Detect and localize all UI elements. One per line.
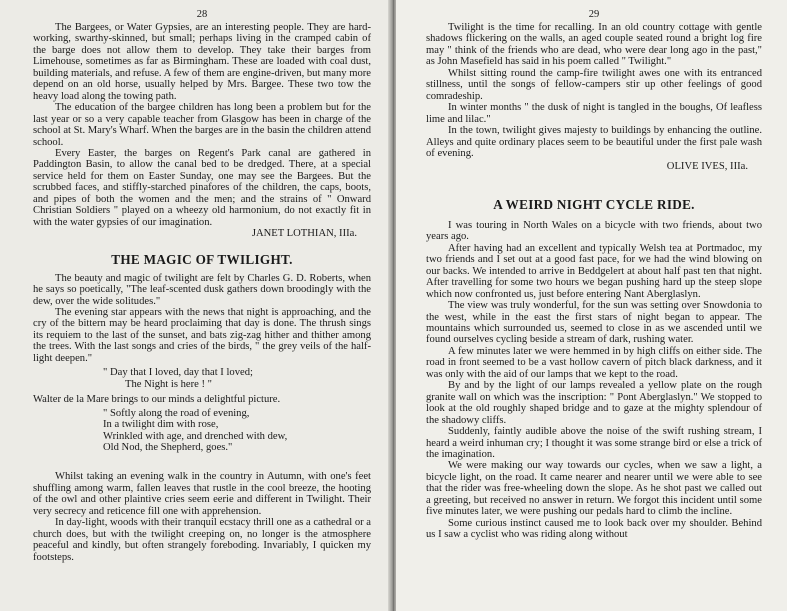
left-page xyxy=(0,0,391,611)
right-page xyxy=(396,0,787,611)
author-signature: OLIVE IVES, IIIa. xyxy=(666,161,748,173)
paragraph: By and by the light of our lamps revealed a yellow plate on the rough granite wall on which was the inscription: " Pont Aberglaslyn." We stopped to look at the old roughly shaped bridge and to gaze at the mighty splendour of the shadowy cliffs. xyxy=(426,380,762,426)
paragraph: We were making our way towards our cycles, when we saw a light, a bicycle light, on the road. It came nearer and nearer until we were able to see that the rider was free-wheeling down the slope. As he shot past we called out a greeting, but received no answer in return. We forgot this incident until some five minutes later, we were pushing our pedals hard to climb the incline. xyxy=(426,460,762,518)
paragraph: Every Easter, the barges on Regent's Park canal are gathered in Paddington Basin, to allow the canal bed to be dredged. There, at a special service held for them on Easter Sunday, one may see the Bargees. But the scrubbed faces, and stiffly-starched pinafores of the children, the caps, boots, and pipes of both the women and the men; and the strains of " Onward Christian Soldiers " played on a wheezy old harmonium, do not exactly fit in with the water gypsies of our imagination. xyxy=(33,147,371,228)
article-heading: THE MAGIC OF TWILIGHT. xyxy=(111,251,293,267)
author-signature: JANET LOTHIAN, IIIa. xyxy=(251,228,357,240)
paragraph: The beauty and magic of twilight are felt by Charles G. D. Roberts, when he says so poetically, "The leaf-scented dusk gathers down broodingly with the dew, over the wide solitudes." xyxy=(33,272,371,307)
page-number: 28 xyxy=(196,9,208,20)
spacer xyxy=(33,453,371,471)
paragraph: Whilst taking an evening walk in the country in Autumn, with one's feet shuffling among warm, fallen leaves that rustle in the cool breeze, the hooting of the owl and other plaintive cries seem eerie and different in Twilight. Their very secrecy and reticence fill one with apprehension. xyxy=(33,471,371,517)
paragraph: After having had an excellent and typically Welsh tea at Portmadoc, my two friends and I set out at a good fast pace, for we had the wind blowing on our backs. We intended to arrive in Beddgelert at about half past ten that night. After travelling for some two hours we began pushing hard up the steep slope which now confronted us, just before entering Nant Aberglaslyn. xyxy=(426,242,762,300)
paragraph: Whilst sitting round the camp-fire twilight awes one with its entranced stillness, until the songs of fellow-campers stir up other feelings of good comradeship. xyxy=(426,67,762,102)
paragraph: In day-light, woods with their tranquil ecstacy thrill one as a cathedral or a church does, but with the twilight creeping on, no longer is the atmosphere peaceful and kindly, but often strangely foreboding. Invariably, I quicken my footsteps. xyxy=(33,517,371,563)
article-heading: A WEIRD NIGHT CYCLE RIDE. xyxy=(493,196,695,212)
paragraph: The education of the bargee children has long been a problem but for the last year or so a very capable teacher from Glasgow has been in charge of the school at St. Mary's Wharf. When the barges are in the basin the children attend school. xyxy=(33,102,371,148)
paragraph: I was touring in North Wales on a bicycle with two friends, about two years ago. xyxy=(426,219,762,243)
paragraph: Some curious instinct caused me to look back over my shoulder. Behind us I saw a cyclist who was riding along without xyxy=(426,517,762,541)
verse-line: " Day that I loved, day that I loved; xyxy=(103,367,253,379)
verse-quote xyxy=(33,367,371,390)
verse-line: Old Nod, the Shepherd, goes." xyxy=(103,441,233,453)
paragraph: The Bargees, or Water Gypsies, are an interesting people. They are hard-working, swarthy-skinned, but small; perhaps living in the cramped cabin of the barge does not allow them to develop. They take their barges from Limehouse, sometimes as far as Birmingham. These are loaded with coal dust, building materials, and refuse. A few of them are engine-driven, but many more depend on an old horse, usually helped by Mrs. Bargee. These two tow the heavy load along the towing path. xyxy=(33,22,372,102)
paragraph: In winter months " the dusk of night is tangled in the boughs, Of leafless lime and lilac." xyxy=(426,102,762,125)
paragraph: In the town, twilight gives majesty to buildings by enhancing the outline. Alleys and quite ordinary places seem to be beautiful under the first pale wash of evening. xyxy=(426,125,762,159)
paragraph: A few minutes later we were hemmed in by high cliffs on either side. The road in front seemed to be a vast hollow cavern of pitch black darkness, and it was only with the aid of our lamps that we kept to the road. xyxy=(426,345,762,380)
paragraph: The evening star appears with the news that night is approaching, and the cry of the bittern may be heard proclaiming that day is done. The thrush sings its requiem to the last of the sunset, and bats zig-zag hither and thither among the trees. With the last songs and cries of the birds, " the grey veils of the half-light deepen." xyxy=(33,306,371,364)
verse-line: The Night is here ! " xyxy=(125,378,212,390)
verse-line: Wrinkled with age, and drenched with dew, xyxy=(103,430,288,442)
paragraph: Suddenly, faintly audible above the noise of the swift rushing stream, I heard a weird inhuman cry; I thought it was some strange bird or else a trick of the imagination. xyxy=(426,426,762,460)
paragraph: Twilight is the time for recalling. In an old country cottage with gentle shadows flickering on the walls, an aged couple seated round a bright log fire may " think of the friends who are dead, who were dear long ago in the past," as John Masefield has said in his poem called " Twilight." xyxy=(426,22,762,68)
verse-line: In a twilight dim with rose, xyxy=(103,419,219,431)
verse-quote xyxy=(33,408,371,454)
page-number: 29 xyxy=(588,9,600,20)
verse-line: " Softly along the road of evening, xyxy=(103,407,250,419)
paragraph: Walter de la Mare brings to our minds a delightful picture. xyxy=(33,394,281,406)
paragraph: The view was truly wonderful, for the sun was setting over Snowdonia to the west, while in the east the first stars of night began to appear. The mountains which surrounded us, seemed to close in as we ascended until we found ourselves cycling beside a stream of dark, rushing water. xyxy=(426,300,762,346)
